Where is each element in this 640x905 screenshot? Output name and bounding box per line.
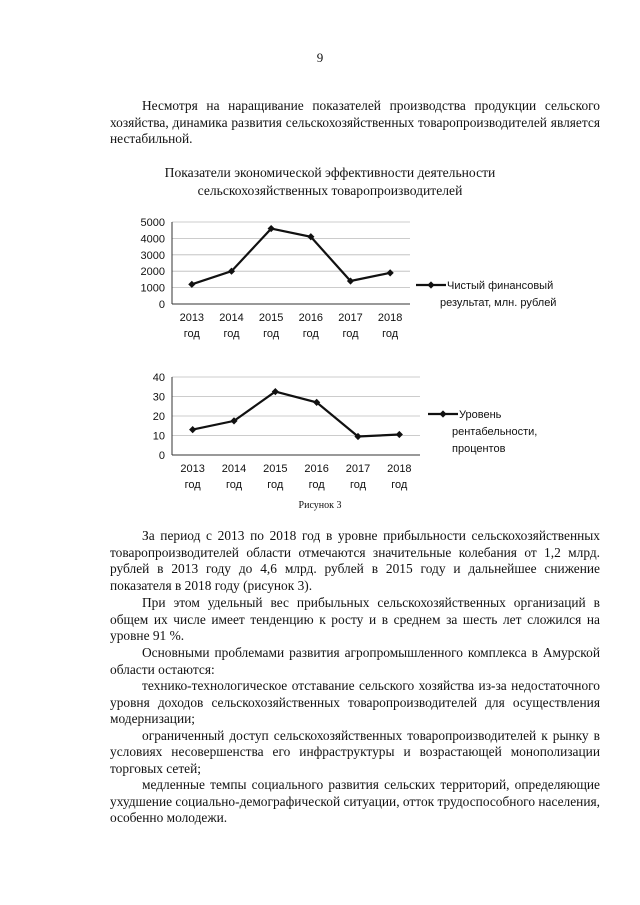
chart2-legend-marker [439, 410, 446, 417]
chart2-x-tick-label: 2018 [387, 463, 412, 475]
chart2-ytick-label: 0 [158, 450, 165, 462]
chart2-x-tick-label: 2013 [180, 463, 205, 475]
paragraph-period: За период с 2013 по 2018 год в уровне прибыльности сельскохозяйственных товаропроизводителей области отмечаются значительные колебания от 1,2 млрд. рублей в 2013 году до 4,6 млрд. рублей в 2015 году и дальнейшее снижение показателя в 2018 году (рисунок 3). [110, 528, 600, 593]
chart2-ytick-label: 20 [152, 411, 165, 423]
chart2-legend-label: рентабельности, [452, 426, 538, 438]
chart1-x-tick-label: 2015 [258, 312, 284, 324]
chart2-series-line [193, 392, 400, 437]
paragraph-problems-intro: Основными проблемами развития агропромышленного комплекса в Амурской области остаются: [110, 645, 600, 677]
chart1-data-point [188, 281, 195, 288]
chart1-series-line [192, 229, 390, 285]
chart2-data-point [189, 426, 196, 433]
chart1-x-tick-label: год [342, 328, 359, 340]
chart-title: Показатели экономической эффективности деятельности сельскохозяйственных товаропроизводителей [164, 165, 496, 198]
chart1-x-tick-label: 2018 [377, 312, 403, 324]
chart1-x-tick-label: год [183, 328, 200, 340]
chart2-x-tick-label: 2016 [304, 463, 329, 475]
chart1-legend-label: результат, млн. рублей [440, 297, 557, 309]
chart1-ytick-label: 4000 [140, 233, 165, 246]
chart2-x-tick-label: 2015 [263, 463, 288, 475]
chart1-x-tick-label: 2016 [298, 312, 324, 324]
chart1-legend-marker [427, 281, 434, 288]
chart2-x-tick-label: 2014 [221, 463, 247, 475]
chart2-x-tick-label: год [308, 479, 325, 491]
chart2-x-tick-label: год [349, 479, 367, 491]
chart1-ytick-label: 2000 [140, 266, 165, 279]
chart2-x-tick-label: год [225, 479, 243, 491]
chart1-ytick-label: 3000 [140, 249, 165, 262]
chart2-legend-label: процентов [452, 443, 506, 455]
chart1-legend-label: Чистый финансовый [447, 280, 554, 292]
chart1-x-tick-label: 2017 [338, 312, 363, 324]
problem-item-3: медленные темпы социального развития сельских территорий, определяющие ухудшение социально-демографической ситуации, отток трудоспособного населения, особенно молодежи. [110, 777, 600, 825]
chart2-x-tick-label: год [184, 479, 201, 491]
chart1-data-point [387, 269, 394, 276]
chart1-x-tick-label: год [263, 328, 280, 340]
chart2-x-tick-label: год [267, 479, 284, 491]
chart1-x-tick-label: год [223, 328, 240, 340]
chart2-x-tick-label: год [391, 479, 408, 491]
chart2-ytick-label: 10 [152, 430, 165, 443]
page-number: 9 [316, 50, 324, 65]
figure-caption: Рисунок 3 [298, 500, 342, 511]
chart1-x-tick-label: 2014 [219, 312, 244, 324]
paragraph-share: При этом удельный вес прибыльных сельскохозяйственных организаций в общем их числе имеет тенденцию к росту и в среднем за шесть лет сложился на уровне 91 %. [110, 595, 600, 643]
chart2-data-point [396, 431, 403, 438]
chart1-ytick-label: 5000 [140, 217, 165, 229]
chart1-ytick-label: 1000 [140, 282, 165, 295]
intro-paragraph: Несмотря на наращивание показателей производства продукции сельского хозяйства, динамика развития сельскохозяйственных товаропроизводителей является нестабильной. [110, 98, 600, 146]
problems-list [110, 678, 600, 827]
problem-item-1: технико-технологическое отставание сельского хозяйства из-за недостаточного уровня доходов сельскохозяйственных товаропроизводителей для осуществления модернизации; [110, 678, 600, 726]
chart2-legend-label: Уровень [459, 409, 502, 421]
chart1-x-tick-label: год [382, 328, 399, 340]
chart2-ytick-label: 40 [152, 372, 165, 384]
chart1-x-tick-label: год [302, 328, 319, 340]
chart1-x-tick-label: 2013 [179, 312, 205, 324]
problem-item-2: ограниченный доступ сельскохозяйственных товаропроизводителей к рынку в условиях несовершенства его инфраструктуры и возрастающей монополизации торговых сетей; [110, 727, 600, 776]
chart2-ytick-label: 30 [152, 391, 165, 404]
chart1-ytick-label: 0 [158, 299, 165, 311]
chart2-x-tick-label: 2017 [345, 463, 371, 475]
